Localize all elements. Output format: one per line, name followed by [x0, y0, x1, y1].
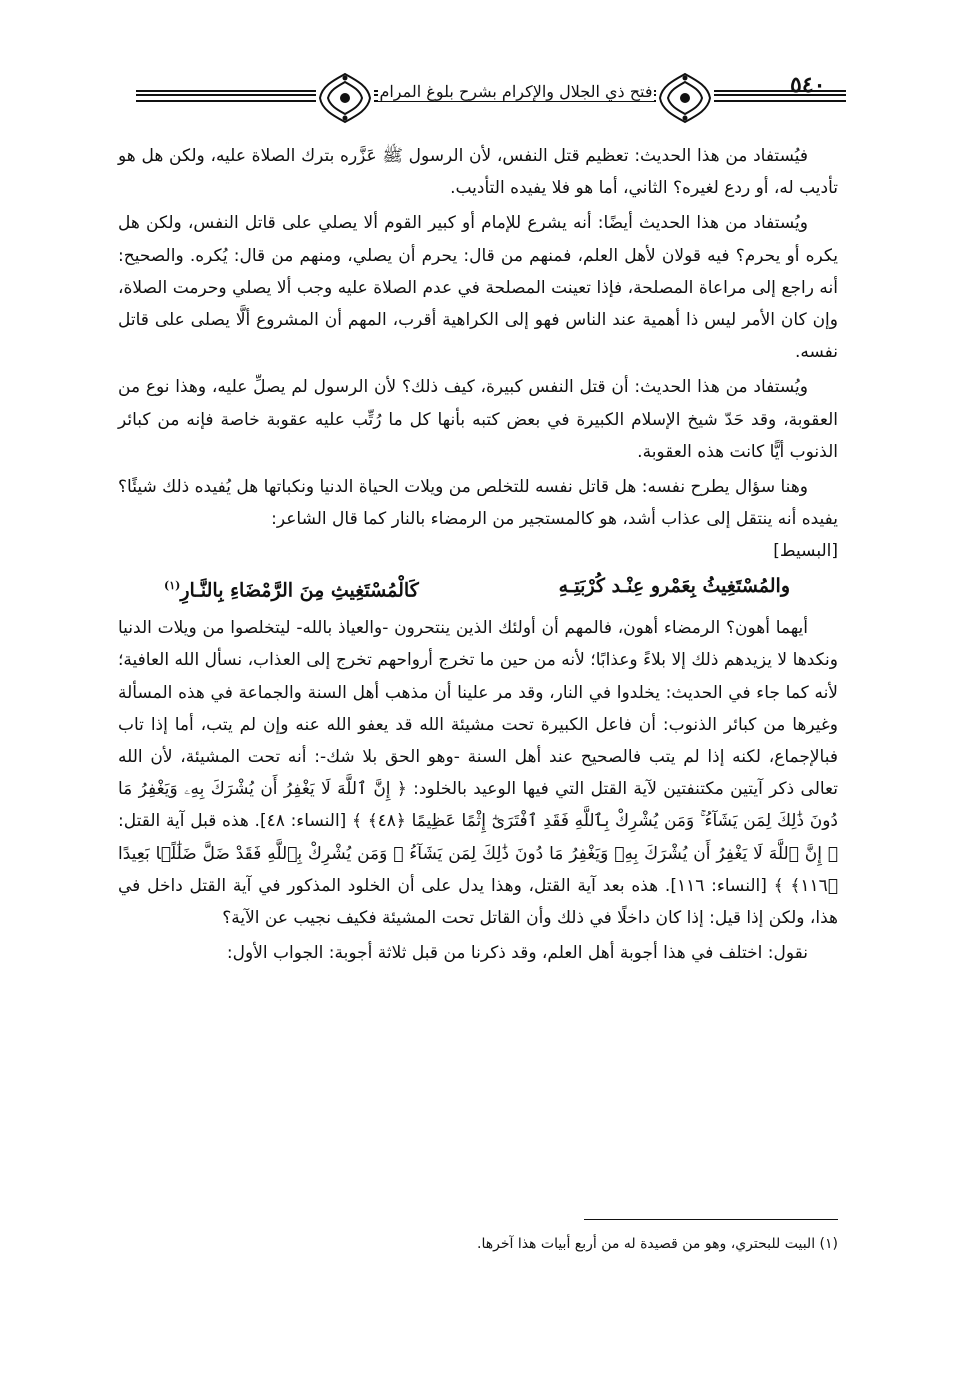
body-text: [118, 140, 838, 969]
ornament-left-icon: [316, 70, 374, 126]
poem-second-hemistich-wrap: [164, 570, 419, 607]
ornament-right-icon: [656, 70, 714, 126]
paragraph: أيهما أهون؟ الرمضاء أهون، فالمهم أن أولئك الذين ينتحرون -والعياذ بالله- ليتخلصوا من ويلات الدنيا ونكدها لا يزيدهم ذلك إلا بلاءً وعذابًا؛ لأنه من حين ما تخرج أرواحهم تخرج إلى العذاب، نسأل الله العافية؛ لأنه كما جاء في الحديث: يخلدوا في النار، وقد مر علينا أن مذهب أهل السنة والجماعة في هذه المسألة وغيرها من كبائر الذنوب: أن فاعل الكبيرة تحت مشيئة الله قد يعفو الله عنه وإن لم يتب، أما إذا تاب فبالإجماع، لكنه إذا لم يتب فالصحيح عند أهل السنة -وهو الحق بلا شك-: أنه تحت المشيئة، لأن الله تعالى ذكر آيتين مكتنفتين لآية القتل التي فيها الوعيد بالخلود: ﴿ إِنَّ ٱللَّهَ لَا يَغْفِرُ أَن يُشْرَكَ بِهِۦ وَيَغْفِرُ مَا دُونَ ذَٰلِكَ لِمَن يَشَآءُ ۚ وَمَن يُشْرِكْ بِٱللَّهِ فَقَدِ ٱفْتَرَىٰٓ إِثْمًا عَظِيمًا ﴿٤٨﴾ ﴾ [النساء: ٤٨]. هذه قبل آية القتل: ﴿ إِنَّ ٱللَّهَ لَا يَغْفِرُ أَن يُشْرَكَ بِهِۦ وَيَغْفِرُ مَا دُونَ ذَٰلِكَ لِمَن يَشَآءُ ۚ وَمَن يُشْرِكْ بِٱللَّهِ فَقَدْ ضَلَّ ضَلَٰلًۢا بَعِيدًا ﴿١١٦﴾ ﴾ [النساء: ١١٦]. هذه بعد آية القتل، وهذا يدل على أن الخلود المذكور في آية القتل داخل في هذا، ولكن إذا قيل: إذا كان داخلًا في ذلك وأن القاتل تحت المشيئة فكيف نجيب عن الآية؟: [118, 618, 838, 928]
poem-first-hemistich: والمُسْتَغِيثُ بِعَمْرو عِنْـد كُرْبَتِـهِ: [558, 574, 790, 597]
paragraph: ويُستفاد من هذا الحديث: أن قتل النفس كبيرة، كيف ذلك؟ لأن الرسول لم يصلِّ عليه، وهذا نوع من العقوبة، وقد حَدّ شيخ الإسلام الكبيرة في بعض كتبه بأنها كل ما رُتِّب عليه عقوبة خاصة فإنه من كبائر الذنوب أيًّا كانت هذه العقوبة.: [118, 377, 838, 462]
paragraph: وهنا سؤال يطرح نفسه: هل قاتل نفسه للتخلص من ويلات الحياة الدنيا ونكباتها هل يُفيده ذلك شيئًا؟ يفيده أنه ينتقل إلى عذاب أشد، هو كالمستجير من الرمضاء بالنار كما قال الشاعر:: [118, 477, 838, 530]
paragraph: نقول: اختلف في هذا أجوبة أهل العلم، وقد ذكرنا من قبل ثلاثة أجوبة: الجواب الأول:: [226, 943, 808, 964]
running-header: [136, 70, 846, 126]
paragraph: فيُستفاد من هذا الحديث: تعظيم قتل النفس، لأن الرسول ﷺ عَزَّره بترك الصلاة عليه، ولكن هل هو تأديب له، أو ردع لغيره؟ الثاني، أما هو فلا يفيده التأديب.: [118, 146, 838, 199]
poem-meter: [البسيط]: [773, 541, 838, 562]
poem-verse: [118, 570, 838, 607]
footnote-rule: [584, 1219, 838, 1220]
book-title: فتح ذي الجلال والإكرام بشرح بلوغ المرام: [379, 82, 653, 101]
page-number: ٥٤٠: [790, 72, 826, 98]
footnote-marker: (١): [164, 578, 181, 592]
paragraph: ويُستفاد من هذا الحديث أيضًا: أنه يشرع للإمام أو كبير القوم ألا يصلي على قاتل النفس، ولكن هل يكره أو يحرم؟ فيه قولان لأهل العلم، فمنهم من قال: يحرم أن يصلي، ومنهم من قال: يُكره. والصحيح: أنه راجع إلى مراعاة المصلحة، فإذا تعينت المصلحة في عدم الصلاة عليه وجب ألا يصلي وحرمت الصلاة، وإن كان الأمر ليس ذا أهمية عند الناس فهو إلى الكراهية أقرب، المهم أن المشروع ألَّا يصلى على قاتل نفسه.: [118, 213, 838, 363]
poem-second-hemistich: كَالْمُسْتَغِيثِ مِنَ الرَّمْضَاءِ بِالنَّـارِ: [180, 578, 419, 601]
footnote: (١) البيت للبحتري، وهو من قصيدة له من أربع أبيات هذا آخرها.: [477, 1236, 838, 1252]
